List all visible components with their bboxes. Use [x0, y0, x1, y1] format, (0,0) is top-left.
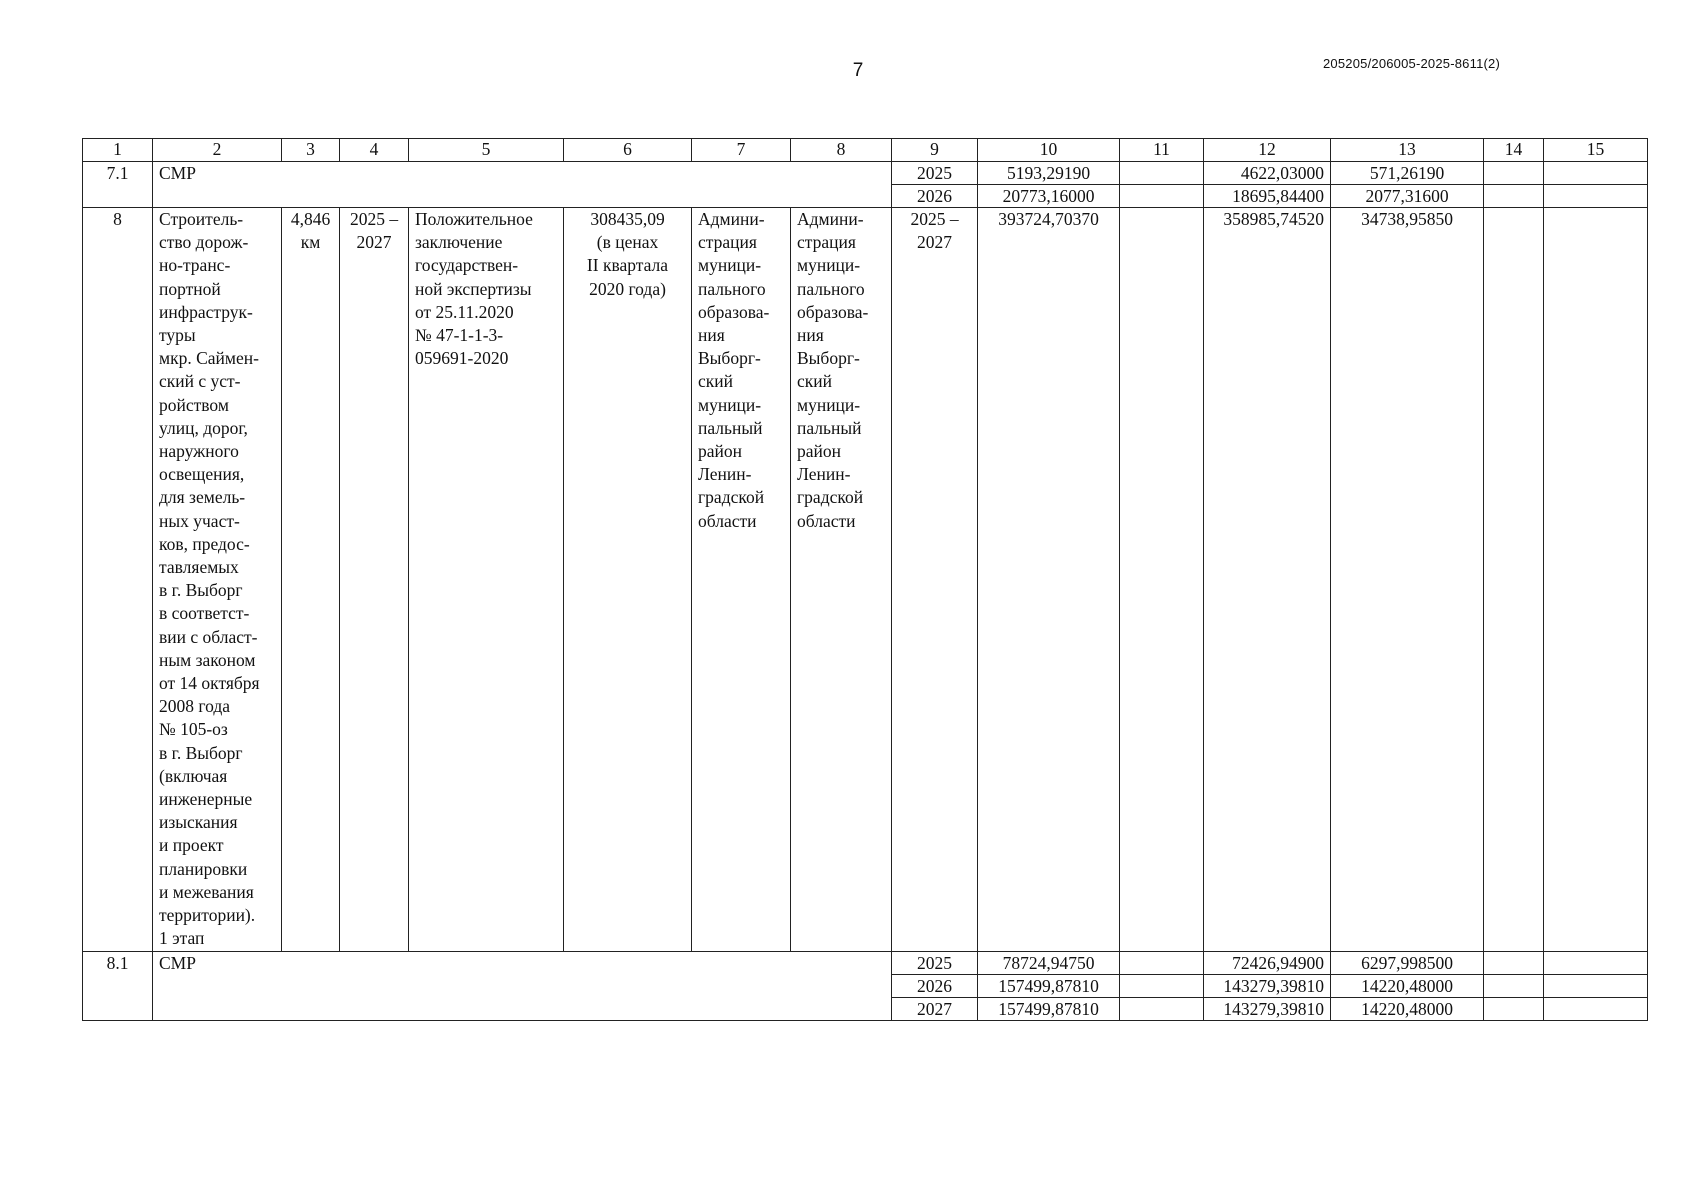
year-cell: 2026	[892, 185, 978, 208]
cell-line: Админи-	[797, 209, 864, 229]
cell-line: территории).	[159, 905, 256, 926]
cell-line: области	[698, 510, 757, 531]
item-name: СМР	[153, 951, 892, 1020]
column-number: 7	[692, 139, 791, 162]
cell-line: образова-	[698, 301, 770, 322]
table-row	[83, 208, 1648, 952]
amount-col14	[1484, 997, 1544, 1020]
cell-line: муници-	[698, 255, 762, 276]
amount-col13: 2077,31600	[1331, 185, 1484, 208]
page-number: 7	[852, 60, 864, 81]
column-number: 11	[1120, 139, 1204, 162]
amount-col14	[1484, 208, 1544, 952]
cell-line: ройством	[159, 394, 229, 415]
amount-total: 20773,16000	[978, 185, 1120, 208]
amount-col12: 143279,39810	[1204, 997, 1331, 1020]
cell-line: ных участ-	[159, 510, 240, 531]
cell-line: улиц, дорог,	[159, 417, 248, 438]
cell-line: (включая	[159, 765, 228, 786]
amount-col11	[1120, 208, 1204, 952]
cell-line: ский	[797, 371, 832, 392]
cell-line: в соответст-	[159, 603, 250, 624]
cell-line: ния	[698, 325, 725, 346]
cell-line: 308435,09	[590, 209, 665, 229]
data-table	[82, 138, 1648, 1021]
column-number: 15	[1544, 139, 1648, 162]
column-number: 8	[791, 139, 892, 162]
cell-line: туры	[159, 325, 196, 346]
amount-col13: 34738,95850	[1331, 208, 1484, 952]
cell-line: страция	[797, 232, 856, 253]
cell-line: муници-	[797, 394, 861, 415]
cell-line: вии с област-	[159, 626, 258, 647]
cell-line: км	[300, 232, 321, 253]
cell-line: ство дорож-	[159, 232, 249, 253]
cell-line: 2027	[356, 232, 392, 253]
cell-line: Строитель-	[159, 209, 244, 229]
cell-line: освещения,	[159, 464, 245, 485]
table-row	[83, 951, 1648, 974]
cell-line: инфраструк-	[159, 301, 253, 322]
construction-period	[340, 208, 409, 952]
cell-line: II квартала	[586, 255, 669, 276]
cell-line: мкр. Саймен-	[159, 348, 259, 369]
cell-line: градской	[797, 487, 864, 508]
table-row	[83, 162, 1648, 185]
cell-line: Ленин-	[698, 464, 752, 485]
cell-line: пального	[797, 278, 865, 299]
cell-line: образова-	[797, 301, 869, 322]
amount-col12: 358985,74520	[1204, 208, 1331, 952]
amount-col15	[1544, 997, 1648, 1020]
amount-col11	[1120, 997, 1204, 1020]
cell-line: Ленин-	[797, 464, 851, 485]
developer	[791, 208, 892, 952]
amount-col12: 18695,84400	[1204, 185, 1331, 208]
cell-line: в г. Выборг	[159, 580, 243, 601]
cell-line: страция	[698, 232, 757, 253]
cell-line: 059691-2020	[415, 348, 509, 369]
cell-line: район	[698, 441, 742, 462]
cell-line: но-транс-	[159, 255, 231, 276]
cell-line: ский	[698, 371, 733, 392]
column-number-row	[83, 139, 1648, 162]
amount-col12: 4622,03000	[1204, 162, 1331, 185]
amount-col13: 6297,998500	[1331, 951, 1484, 974]
column-number: 3	[282, 139, 340, 162]
cell-line: 2025 –	[349, 209, 399, 229]
year-cell	[892, 208, 978, 952]
object-name	[153, 208, 282, 952]
amount-col12: 143279,39810	[1204, 974, 1331, 997]
amount-col14	[1484, 951, 1544, 974]
amount-col14	[1484, 162, 1544, 185]
cell-line: 1 этап	[159, 928, 205, 949]
amount-col13: 14220,48000	[1331, 997, 1484, 1020]
cell-line: пальный	[698, 417, 763, 438]
cell-line: Выборг-	[797, 348, 860, 369]
cell-line: 2025 –	[910, 209, 959, 229]
amount-col13: 571,26190	[1331, 162, 1484, 185]
cell-line: № 105-оз	[159, 719, 228, 740]
amount-col13: 14220,48000	[1331, 974, 1484, 997]
amount-col11	[1120, 951, 1204, 974]
cell-line: район	[797, 441, 841, 462]
cell-line: и проект	[159, 835, 224, 856]
column-number: 9	[892, 139, 978, 162]
cell-line: ным законом	[159, 649, 256, 670]
cell-line: изыскания	[159, 812, 238, 833]
cell-line: от 14 октября	[159, 673, 260, 694]
column-number: 5	[409, 139, 564, 162]
cell-line: государствен-	[415, 255, 519, 276]
cell-line: наружного	[159, 441, 239, 462]
cell-line: пальный	[797, 417, 862, 438]
customer	[692, 208, 791, 952]
cell-line: в г. Выборг	[159, 742, 243, 763]
amount-col15	[1544, 162, 1648, 185]
column-number: 12	[1204, 139, 1331, 162]
amount-col15	[1544, 185, 1648, 208]
cell-line: (в ценах	[596, 232, 659, 253]
cell-line: ков, предос-	[159, 533, 250, 554]
year-cell: 2025	[892, 162, 978, 185]
cell-line: ский с уст-	[159, 371, 241, 392]
cell-line: ной экспертизы	[415, 278, 532, 299]
cell-line: муници-	[698, 394, 762, 415]
amount-total: 157499,87810	[978, 997, 1120, 1020]
column-number: 2	[153, 139, 282, 162]
amount-total: 5193,29190	[978, 162, 1120, 185]
capacity	[282, 208, 340, 952]
column-number: 1	[83, 139, 153, 162]
amount-col14	[1484, 974, 1544, 997]
column-number: 10	[978, 139, 1120, 162]
amount-col14	[1484, 185, 1544, 208]
amount-col12: 72426,94900	[1204, 951, 1331, 974]
cell-line: Выборг-	[698, 348, 761, 369]
column-number: 6	[564, 139, 692, 162]
cell-line: заключение	[415, 232, 503, 253]
cell-line: 2020 года)	[589, 278, 666, 299]
cell-line: пального	[698, 278, 766, 299]
item-name: СМР	[153, 162, 892, 208]
cell-line: планировки	[159, 858, 248, 879]
expert-conclusion	[409, 208, 564, 952]
amount-total: 393724,70370	[978, 208, 1120, 952]
cell-line: инженерные	[159, 789, 253, 810]
row-number: 7.1	[83, 162, 153, 208]
row-number: 8.1	[83, 951, 153, 1020]
row-number: 8	[83, 208, 153, 952]
cell-line: области	[797, 510, 856, 531]
year-cell: 2025	[892, 951, 978, 974]
cell-line: 2027	[917, 232, 952, 253]
cell-line: и межевания	[159, 881, 254, 902]
cell-line: от 25.11.2020	[415, 301, 514, 322]
cell-line: Положительное	[415, 209, 533, 229]
cell-line: тавляемых	[159, 557, 239, 578]
amount-col15	[1544, 208, 1648, 952]
cell-line: градской	[698, 487, 765, 508]
cell-line: для земель-	[159, 487, 246, 508]
amount-total: 78724,94750	[978, 951, 1120, 974]
year-cell: 2027	[892, 997, 978, 1020]
cell-line: 2008 года	[159, 696, 231, 717]
column-number: 13	[1331, 139, 1484, 162]
cell-line: № 47-1-1-3-	[415, 325, 504, 346]
document-id: 205205/206005-2025-8611(2)	[1323, 56, 1500, 71]
amount-col11	[1120, 974, 1204, 997]
estimated-cost	[564, 208, 692, 952]
amount-col11	[1120, 185, 1204, 208]
amount-col15	[1544, 951, 1648, 974]
cell-line: Админи-	[698, 209, 765, 229]
column-number: 14	[1484, 139, 1544, 162]
amount-col11	[1120, 162, 1204, 185]
year-cell: 2026	[892, 974, 978, 997]
amount-total: 157499,87810	[978, 974, 1120, 997]
cell-line: муници-	[797, 255, 861, 276]
cell-line: 4,846	[290, 209, 331, 229]
cell-line: ния	[797, 325, 824, 346]
cell-line: портной	[159, 278, 221, 299]
column-number: 4	[340, 139, 409, 162]
amount-col15	[1544, 974, 1648, 997]
